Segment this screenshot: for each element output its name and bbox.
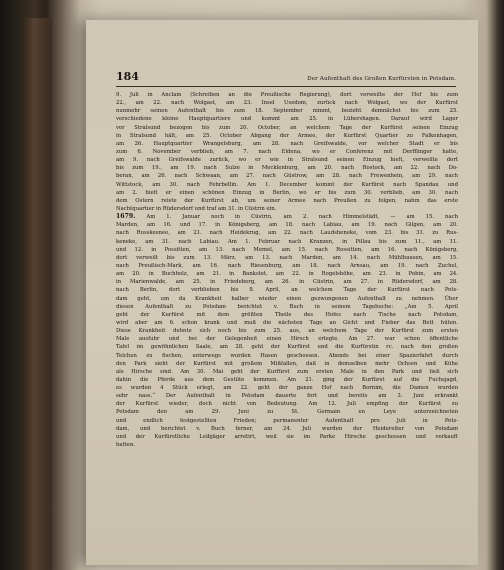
text-line-content: nunmehr seinen Aufenthalt bis zum 18. September nimmt, bezieht demnächst bis zum 25. (116, 108, 458, 115)
text-line-content: dem Ostern reiste der Kurfürst ab, um seiner Armee nach Preußen zu folgen, nahm das erste (116, 197, 458, 204)
text-line-content: dam, und berichtet v. Buch ferner, am 24. Juli wurden der Heidereiter von Potsdam (116, 425, 458, 432)
text-line (116, 238, 458, 246)
text-line-content: am 20. in Buchholz, am 21. in Bankstet, am 22. in Rogelshöhe, am 23. in Pobin, am 24. (116, 271, 458, 278)
text-line-content: und der Kurfürstliche Leibjäger arretirt, weil sie im Parke Hirsche geschossen und verkauft (116, 433, 458, 440)
text-line-content: hatten. (116, 442, 136, 449)
text-line-content: Marden, am 16. und 17. in Königsberg, am 18. nach Labiau, am 19. nach Gilgen, am 20. (116, 222, 458, 229)
text-line (116, 286, 458, 294)
text-line (116, 368, 458, 376)
text-line-content: Nachtquartier in Rüdersdorf und traf am 31. in Cüstrin ein. (116, 205, 277, 212)
text-line-content: bis zum 19., am 19. nach Sulze in Mecklenburg, am 20. nach Rostock, am 22. nach Do- (116, 165, 458, 172)
text-line-content: nach Berlin, dort verblieben bis 8. April, an welchem Tage der Kurfürst nach Pots- (116, 287, 458, 294)
text-line (116, 254, 458, 262)
text-line (116, 156, 458, 164)
text-line-content: und endlich festgestellten Frieden; permanenter Aufenthalt pro Juli in Pots- (116, 417, 458, 424)
text-line (116, 148, 458, 156)
text-line-content: am 9. nach Greifswalde zurück, wo er wie in Stralsund seinen Einzug hielt, verweilte dort (116, 157, 458, 164)
text-line (116, 327, 458, 335)
text-line (116, 221, 458, 229)
running-title: Der Aufenthalt des Großen Kurfürsten in Potsdam. (307, 76, 456, 82)
text-line (116, 91, 458, 99)
text-line-content: keneke, am 31. nach Labiau. Am 1. Februar nach Kranzen, in Pillau bis zum 11., am 11. (116, 238, 458, 245)
text-line-content: 9. Juli in Anclam (Schreiben an die Preußische Regierung), dort verweilte der Hof bis zum (116, 92, 458, 98)
text-line (116, 319, 458, 327)
text-line (116, 433, 458, 441)
text-line-content: beran, am 26. nach Schwaan, am 27. nach Güstrow, am 28. nach Frewenhein, am 29. nach (116, 173, 458, 180)
text-line (116, 360, 458, 368)
text-line (116, 295, 458, 303)
text-line (116, 400, 458, 408)
text-line-content: nach Russkesnee, am 21. nach Heidekrug, am 22. nach Laudsheneke, vom 23. bis 31. zu Rus- (116, 230, 458, 237)
text-line (116, 392, 458, 400)
text-line-content: diesen Aufenthalt zu Potsdam berichtet v. Buch in seinem Tagebuche: „Am 5. April (116, 303, 458, 310)
text-line-content: dam geht, um da Krankheit halber wieder einen gezwungenen Aufenthalt zu nehmen. Über (116, 295, 458, 302)
text-line (116, 376, 458, 384)
text-line (116, 417, 458, 425)
page-body-text (116, 91, 458, 449)
text-line-content: Tafel im gewöhnlichen Saale, am 28. geht der Kurfürst und die Kurfürstin rc. nach den großen (116, 344, 458, 351)
text-line (116, 270, 458, 278)
text-line-content: Diese Krankheit dehnte sich noch bis zum 25. aus, an welchem Tage der Kurfürst zum ersten (116, 328, 458, 335)
text-line (116, 172, 458, 180)
text-line-content: 22., am 22. nach Wolgast, am 23. Insel Usedom, zurück nach Wolgast, wo der Kurfürst (116, 100, 458, 107)
text-line (116, 425, 458, 433)
text-line-content: Potsdam den am 29. Juni zu St. Germain en Leye unterzeichneten (116, 409, 458, 416)
text-line-content: Teichen zu fischen, unterwegs wurden Hasen geschossen. Abends bei einer Spazierfahrt durch (116, 352, 458, 359)
text-line (116, 107, 458, 115)
text-line-content: dahin die Pferde aus dem Gestüte kommen. Am 21. ging der Kurfürst auf die Fuchsjagd, (116, 376, 458, 383)
text-line (116, 384, 458, 392)
text-line (116, 124, 458, 132)
text-line (116, 213, 458, 221)
text-line-content: geht der Kurfürst mit dem größten Theile des Hofes nach Tische nach Potsdam, (116, 311, 458, 318)
text-line (116, 205, 458, 213)
text-line (116, 164, 458, 172)
book-binding-edge (22, 18, 52, 570)
text-line (116, 189, 458, 197)
text-line-content: verschiedene kleine Hauptquartiere und kommt am 25. in Lübershagen. Darauf wird Lager (116, 116, 458, 123)
text-line (116, 99, 458, 107)
text-line (116, 115, 458, 123)
text-line (116, 229, 458, 237)
text-line (116, 278, 458, 286)
text-line (116, 335, 458, 343)
text-line-content: nach Preußisch-Mark, am 16. nach Riesenburg, am 18. nach Arnsau, am 19. nach Zuchel, (116, 262, 458, 269)
text-line-content: zum 6. November verblieb, am 7. nach Eldena, wo er Conferenz mit Derfflinger hatte, (116, 148, 458, 155)
book-page (86, 20, 478, 565)
page-header (116, 70, 456, 87)
text-line (116, 352, 458, 360)
text-line-content: vor Stralsund bezogen bis zum 20. October, an welchem Tage der Kurfürst seinen Einzug (116, 124, 458, 131)
text-line-content: am 2. hielt er einen schönen Einzug in Berlin, wo er bis zum 30. verblieb, am 30. nach (116, 189, 458, 196)
text-line-content: dort verweilt bis zum 13. März, am 13. nach Marden, am 14. nach Mühlhausen, am 15. (116, 254, 458, 261)
text-line (116, 132, 458, 140)
text-line-content: Wittstock, am 30. nach Fehrbellin. Am 1. December kommt der Kurfürst nach Spandau und (116, 181, 458, 188)
text-line-content: Am 1. Januar noch in Cüstrin, am 2. nach Himmelstädt, — am 15. nach (146, 214, 458, 221)
text-line (116, 197, 458, 205)
text-line-content: der Kurfürst wieder, doch nicht von Bedeutung. Am 12. Juli empfing der Kurfürst zu (116, 401, 458, 408)
text-line-content: und 12. in Possitten, am 13. nach Memel, am 15. nach Rossitten, am 16. nach Königsberg, (116, 246, 458, 253)
text-line-content: wird aber am 6. schon krank und muß die nächsten Tage an Gicht und Fieber das Bett hüten. (116, 319, 458, 326)
text-line (116, 262, 458, 270)
text-line (116, 303, 458, 311)
page-number: 184 (116, 70, 139, 83)
text-line-content: am 26. Hauptquartier Wrangelsburg, am 28. nach Greifswalde, vor welcher Stadt er bis (116, 140, 458, 147)
year-heading: 1679. (116, 213, 136, 221)
text-line-content: Male ausfuhr und bei der Gelegenheit einen Hirsch erlegte. Am 27. war schon öffentliche (116, 336, 458, 343)
text-line (116, 343, 458, 351)
text-line-content: sehr nass.“ Der Aufenthalt in Potsdam dauerte fort und bereits am 3. Juni erkrankt (116, 393, 458, 400)
text-line-content: es wurden 4 Stück erlegt, am 22. geht der ganze Hof nach Bornim, die Damen wurden (116, 385, 458, 392)
text-line (116, 441, 458, 449)
text-line-content: den Park sieht der Kurfürst mit großem Mißfallen, daß in demselben mehr Ochsen und Kühe (116, 360, 458, 367)
text-line (116, 140, 458, 148)
text-line (116, 181, 458, 189)
text-line (116, 311, 458, 319)
text-line-content: als Hirsche sind. Am 30. Mai geht der Kurfürst zum ersten Male in den Park und ließ sich (116, 368, 458, 375)
text-line (116, 246, 458, 254)
text-line (116, 408, 458, 416)
text-line-content: in Marienwalde, am 25. in Friedeberg, am 26. in Cüstrin, am 27. in Rüdersdorf, am 28. (116, 279, 458, 286)
text-line-content: in Stralsund hält, am 25. October Abgang der Armee, der Kurfürst Quartier zu Falkenhagen, (116, 132, 458, 139)
